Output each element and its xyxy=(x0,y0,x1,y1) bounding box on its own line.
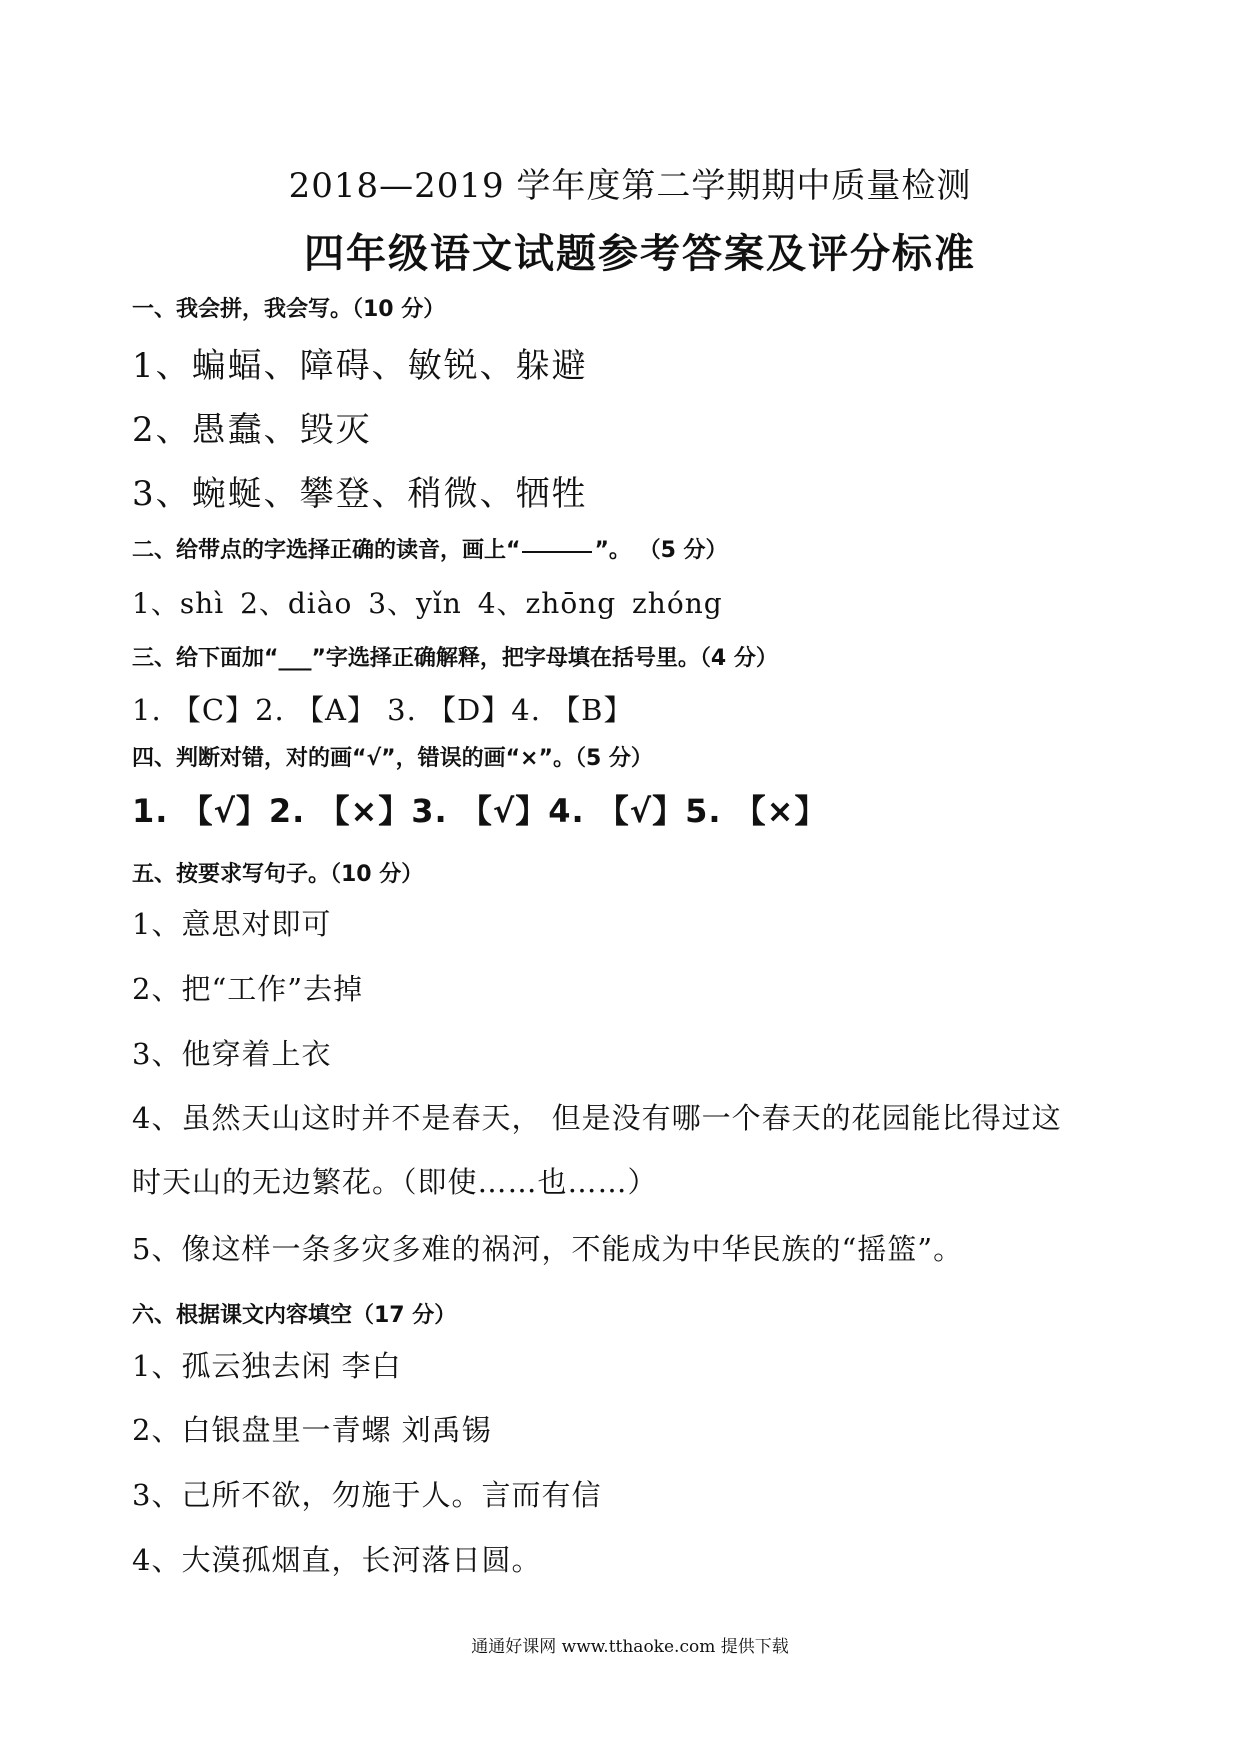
exam-title: 2018—2019 学年度第二学期期中质量检测 xyxy=(288,166,972,206)
section-5-answer-4-line-2: 时天山的无边繁花。（即使……也……） xyxy=(132,1165,658,1199)
section-5-answer-1: 1、意思对即可 xyxy=(132,907,332,941)
section-5-answer-3: 3、他穿着上衣 xyxy=(132,1037,332,1071)
section-6-answer-3: 3、己所不欲，勿施于人。言而有信 xyxy=(132,1478,602,1512)
section-6-answer-1: 1、孤云独去闲 李白 xyxy=(132,1349,402,1383)
section-1-heading: 一、我会拼，我会写。（10 分） xyxy=(132,297,446,322)
section-2-heading-prefix: 二、给带点的字选择正确的读音，画上“ xyxy=(132,538,521,563)
section-2-answer-1: 1、shì 2、diào 3、yǐn 4、zhōng zhóng xyxy=(132,587,723,620)
section-1-answer-1: 1、蝙蝠、障碍、敏锐、躲避 xyxy=(132,346,588,386)
footer-source-text: 通通好课网 www.tthaoke.com 提供下载 xyxy=(471,1637,789,1657)
section-3-answer-1: 1. 【C】2. 【A】 3. 【D】4. 【B】 xyxy=(132,693,634,727)
section-5-answer-5: 5、像这样一条多灾多难的祸河，不能成为中华民族的“摇篮”。 xyxy=(132,1232,964,1266)
section-4-heading: 四、判断对错，对的画“√”，错误的画“×”。（5 分） xyxy=(132,746,653,771)
section-1-answer-2: 2、愚蠢、毁灭 xyxy=(132,410,372,450)
section-6-answer-4: 4、大漠孤烟直，长河落日圆。 xyxy=(132,1543,542,1577)
underline-mark xyxy=(522,550,592,553)
section-2-heading-suffix: ”。 （5 分） xyxy=(594,538,728,563)
section-2-heading xyxy=(132,533,728,564)
section-5-heading: 五、按要求写句子。（10 分） xyxy=(132,862,424,887)
section-6-heading: 六、根据课文内容填空（17 分） xyxy=(132,1303,457,1328)
section-5-answer-2: 2、把“工作”去掉 xyxy=(132,972,364,1006)
section-6-answer-2: 2、白银盘里一青螺 刘禹锡 xyxy=(132,1413,492,1447)
section-1-answer-3: 3、蜿蜒、攀登、稍微、牺牲 xyxy=(132,474,588,514)
section-4-answer-1: 1. 【√】2. 【×】3. 【√】4. 【√】5. 【×】 xyxy=(132,792,828,830)
section-5-answer-4-line-1: 4、虽然天山这时并不是春天， 但是没有哪一个春天的花园能比得过这 xyxy=(132,1101,1062,1135)
answer-key-subtitle: 四年级语文试题参考答案及评分标准 xyxy=(304,230,976,277)
section-3-heading: 三、给下面加“___”字选择正确解释，把字母填在括号里。（4 分） xyxy=(132,646,778,671)
